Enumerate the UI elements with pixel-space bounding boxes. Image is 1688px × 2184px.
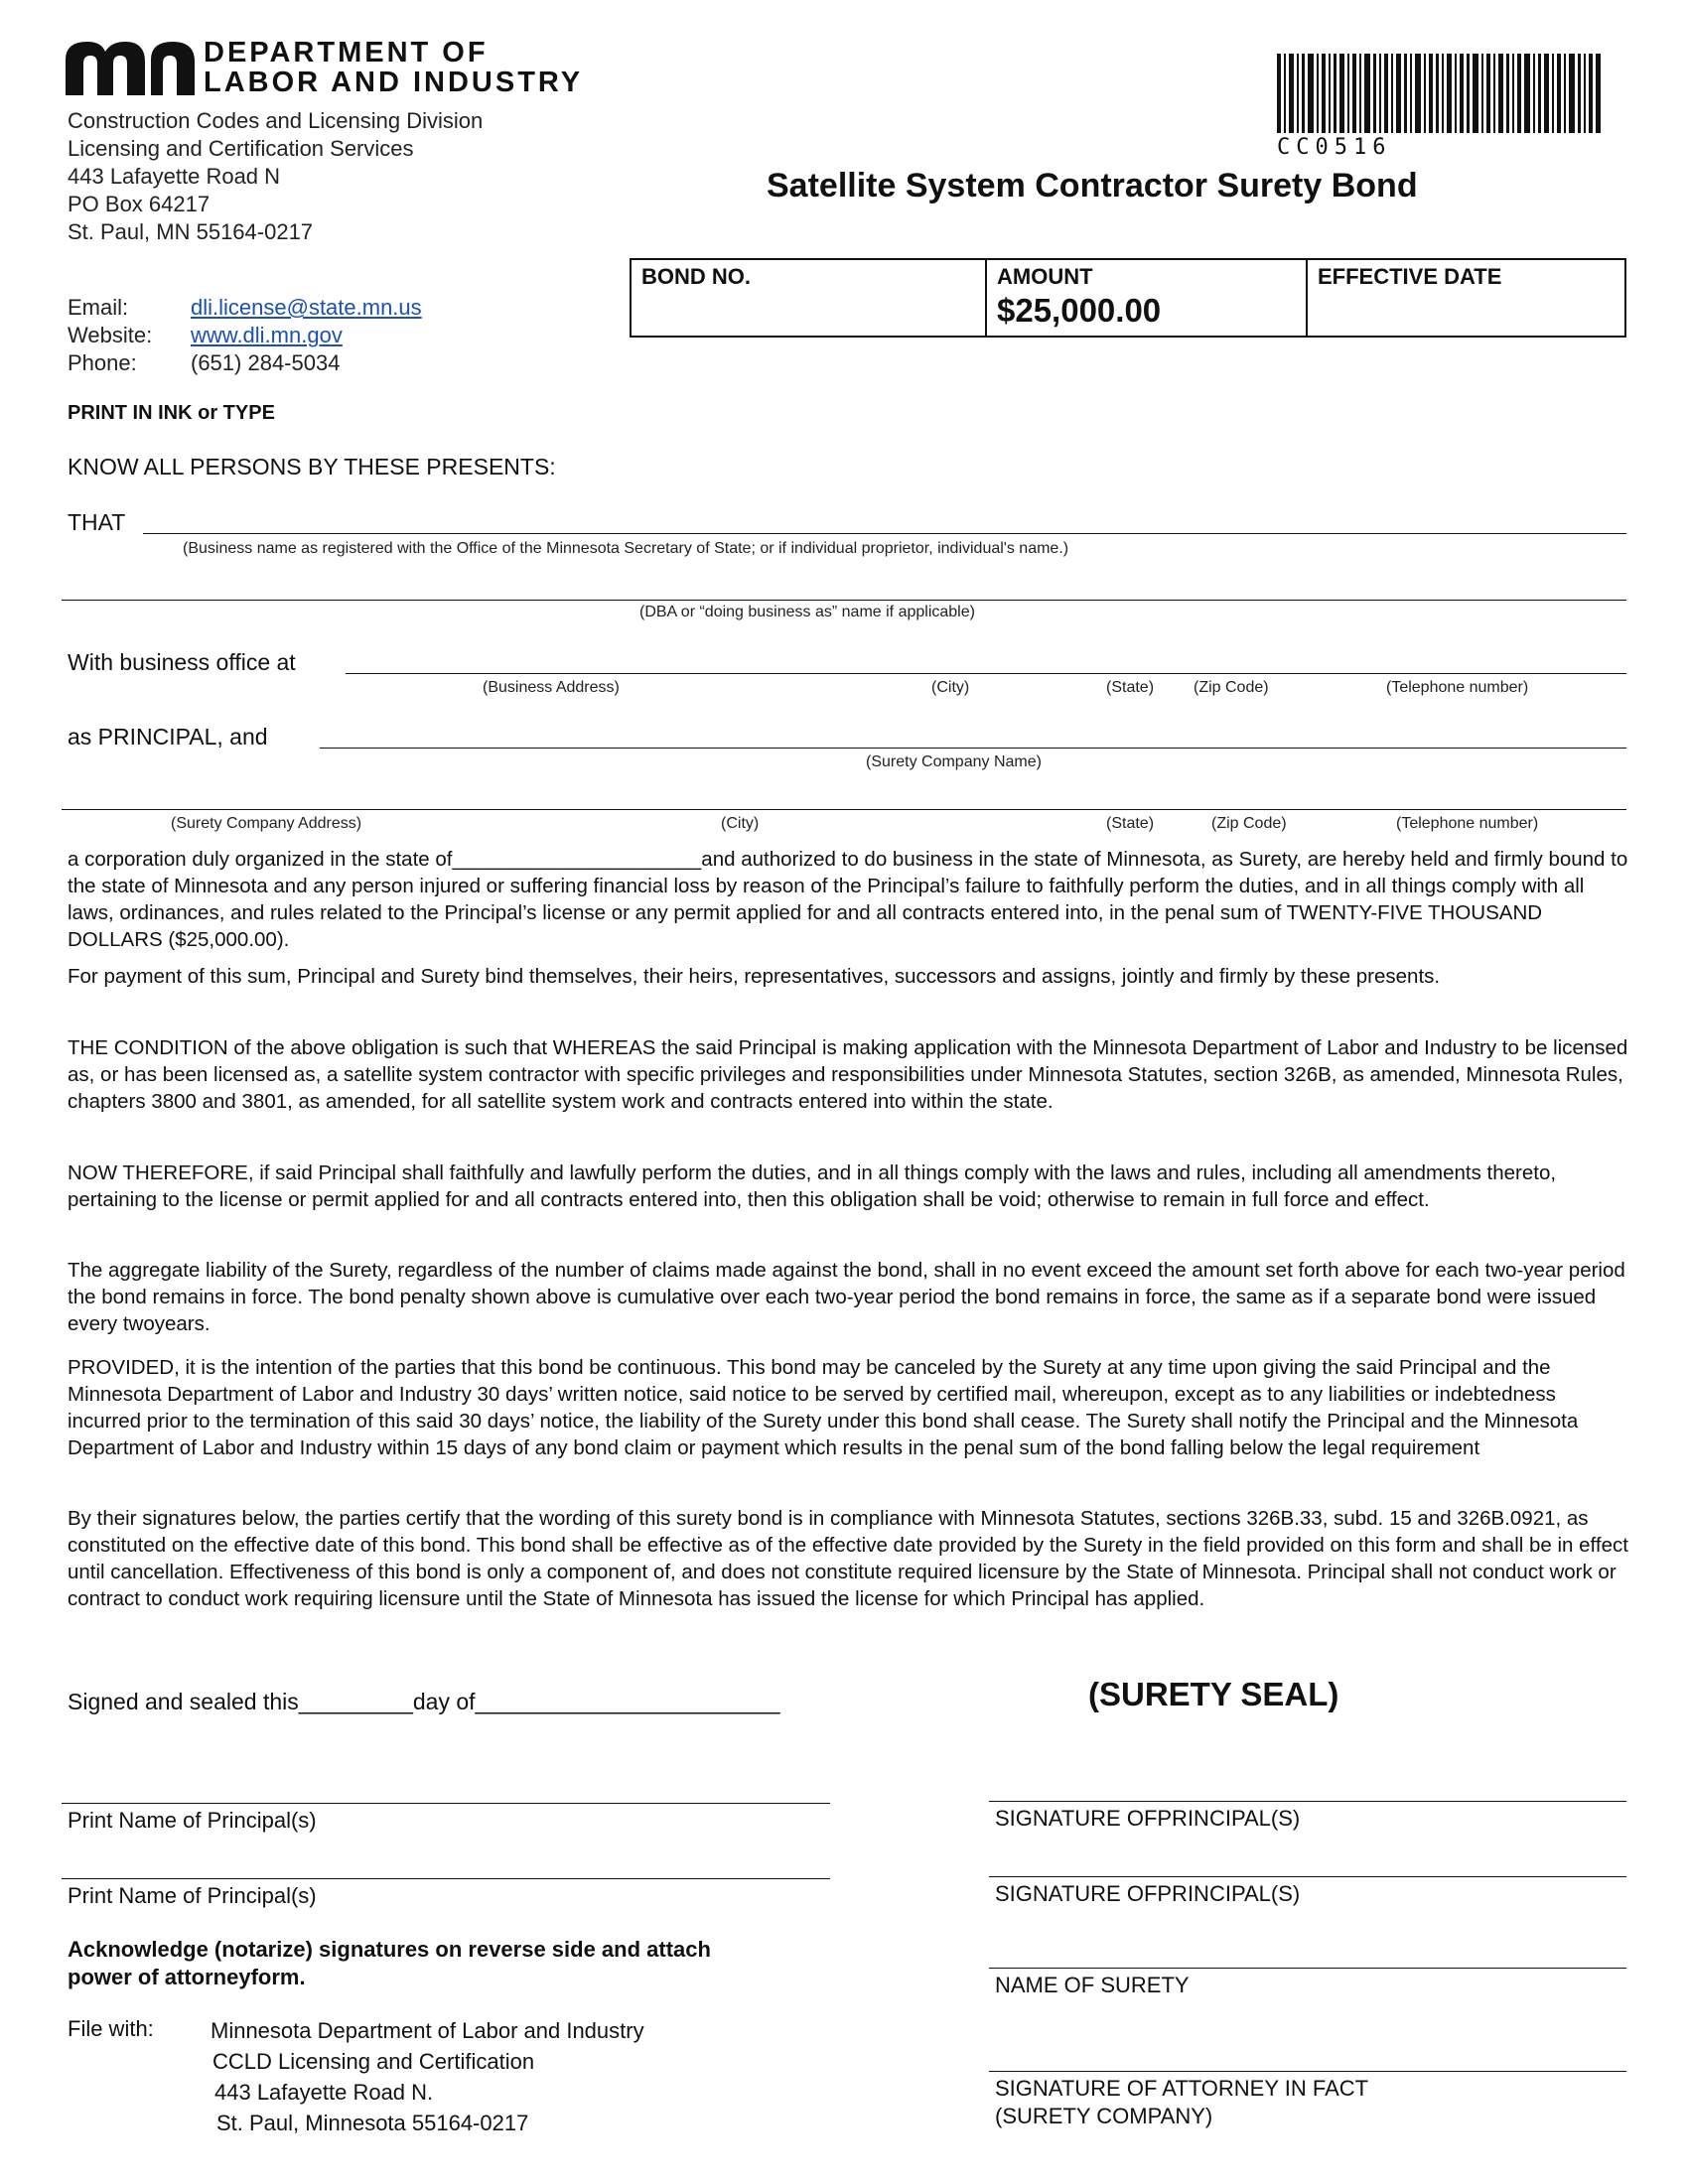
website-link[interactable]: www.dli.mn.gov [191,323,343,347]
print-name-1-label: Print Name of Principal(s) [68,1808,317,1833]
surety-zip-caption: (Zip Code) [1211,815,1287,832]
surety-name-field[interactable] [320,748,1626,749]
surety-name-caption: (Surety Company Name) [866,753,1042,770]
surety-address-caption: (Surety Company Address) [171,815,362,832]
business-address-field[interactable] [346,673,1626,674]
contact-info [68,294,422,377]
department-logo-text [204,38,583,97]
amount-value: $25,000.00 [997,292,1162,329]
business-name-caption: (Business name as registered with the Office of the Minnesota Secretary of State; or if individual proprietor, individual's name.) [183,540,1069,557]
paragraph-signatures: By their signatures below, the parties certify that the wording of this surety bond is in compliance with Minnesota Statutes, sections 326B.33, subd. 15 and 326B.0921, as constituted on the effective date of this bond. This bond shall be effective as of the effective date provided by the Surety in the field provided on this form and shall be in effect until cancellation. Effectiveness of this bond is only a component of, and does not constitute required licensure by the State of Minnesota. Principal shall not conduct work or contract to conduct work requiring licensure until the State of Minnesota has issued the license for which Principal has applied. [68,1507,1628,1610]
signature-principal-2-field[interactable] [989,1876,1626,1877]
file-with-address [211,2015,644,2138]
dba-field[interactable] [62,600,1626,601]
address-line: 443 Lafayette Road N [68,164,281,189]
business-city-caption: (City) [931,679,970,696]
paragraph-now-therefore: NOW THEREFORE, if said Principal shall faithfully and lawfully perform the duties, and in all things comply with the laws and rules, including all amendments thereto, pertaining to the license or permit applied for and all contracts entered into, then this obligation shall be void; otherwise to remain in full force and effect. [68,1161,1557,1211]
file-with-label: File with: [68,2016,154,2041]
page-title: Satellite System Contractor Surety Bond [767,167,1418,205]
effective-date-cell[interactable] [1308,260,1624,336]
business-name-field[interactable] [143,533,1626,534]
business-address-caption: (Business Address) [483,679,620,696]
paragraph-provided: PROVIDED, it is the intention of the parties that this bond be continuous. This bond may be canceled by the Surety at any time upon giving the said Principal and the Minnesota Department of Labor and Industry 30 days’ written notice, said notice to be served by certified mail, whereupon, except as to any liabilities or indebtedness incurred prior to the termination of this said 30 days’ notice, the liability of the Surety under this bond shall cease. The Surety shall notify the Principal and the Minnesota Department of Labor and Industry within 15 days of any bond claim or payment which results in the penal sum of the bond falling below the legal requirement [68,1356,1579,1459]
mn-logo-icon [66,38,195,95]
amount-label: AMOUNT [997,264,1093,289]
business-phone-caption: (Telephone number) [1386,679,1529,696]
p1-rest: and authorized to do business in the state of Minnesota, as Surety, are hereby held and firmly bound to the state of Minnesota and any person injured or suffering financial loss by reason of the Principal’s failure to faithfully perform the duties, and in all things comply with all laws, ordinances, and rules related to the Principal’s license or any permit applied for and all contracts entered into, in the penal sum of TWENTY-FIVE THOUSAND DOLLARS ($25,000.00). [68,848,1628,951]
print-instruction: PRINT IN INK or TYPE [68,402,275,424]
signed-sealed-line [68,1688,780,1715]
agency-address [68,107,483,246]
paragraph-aggregate-liability: The aggregate liability of the Surety, regardless of the number of claims made against the bond, shall in no event exceed the amount set forth above for each two-year period the bond remains in force. The bond penalty shown above is cumulative over each two-year period the bond remains in force, the same as if a separate bond were issued every twoyears. [68,1259,1625,1335]
know-all-heading: KNOW ALL PERSONS BY THESE PRESENTS: [68,454,556,479]
phone-label: Phone: [68,350,137,375]
business-office-label: With business office at [68,649,296,675]
signature-principal-1-field[interactable] [989,1801,1626,1802]
form-code: CC0516 [1277,135,1392,160]
file-with-line: CCLD Licensing and Certification [212,2049,535,2074]
signed-sealed-label: Signed and sealed this [68,1689,299,1714]
p1-start: a corporation duly organized in the state of [68,848,453,871]
signature-principal-2-label: SIGNATURE OFPRINCIPAL(S) [995,1881,1301,1906]
barcode-icon [1277,54,1601,133]
print-name-2-field[interactable] [62,1878,830,1879]
bond-no-cell[interactable] [632,260,987,336]
effective-date-label: EFFECTIVE DATE [1318,264,1502,289]
signed-day-field[interactable]: _________ [298,1689,413,1714]
name-of-surety-field[interactable] [989,1968,1626,1969]
website-label: Website: [68,323,153,347]
signature-principal-1-label: SIGNATURE OFPRINCIPAL(S) [995,1806,1301,1831]
name-of-surety-label: NAME OF SURETY [995,1973,1190,1997]
amount-cell [987,260,1308,336]
phone-number: (651) 284-5034 [191,350,341,375]
paragraph-payment: For payment of this sum, Principal and Surety bind themselves, their heirs, representatives, successors and assigns, jointly and firmly by these presents. [68,965,1441,988]
signed-month-field[interactable]: ________________________ [475,1689,780,1714]
paragraph-condition: THE CONDITION of the above obligation is such that WHEREAS the said Principal is making application with the Minnesota Department of Labor and Industry to be licensed as, or has been licensed as, a satellite system contractor with specific privileges and responsibilities under Minnesota Statutes, section 326B, as amended, Minnesota Rules, chapters 3800 and 3801, as amended, for all satellite system work and contracts entered into within the state. [68,1036,1628,1113]
file-with-line: St. Paul, Minnesota 55164-0217 [216,2111,529,2135]
surety-address-field[interactable] [62,809,1626,810]
signature-attorney-label [995,2075,1368,2130]
print-name-1-field[interactable] [62,1803,830,1804]
signature-attorney-line-2: (SURETY COMPANY) [995,2104,1213,2128]
email-label: Email: [68,295,129,320]
address-line: Construction Codes and Licensing Division [68,108,484,133]
day-of-label: day of [412,1689,476,1714]
print-name-2-label: Print Name of Principal(s) [68,1883,317,1908]
signature-attorney-line-1: SIGNATURE OF ATTORNEY IN FACT [995,2076,1369,2101]
paragraph-surety [68,846,1628,953]
business-zip-caption: (Zip Code) [1194,679,1269,696]
address-line: Licensing and Certification Services [68,136,414,161]
surety-state-caption: (State) [1106,815,1155,832]
logo-line-2: LABOR AND INDUSTRY [204,67,584,98]
state-of-organization-field[interactable]: ______________________ [452,848,702,871]
email-link[interactable]: dli.license@state.mn.us [191,295,422,320]
acknowledge-note [68,1936,711,1991]
acknowledge-line-1: Acknowledge (notarize) signatures on reverse side and attach [68,1937,711,1962]
surety-city-caption: (City) [721,815,760,832]
address-line: PO Box 64217 [68,192,211,216]
surety-seal: (SURETY SEAL) [1088,1676,1339,1712]
logo-line-1: DEPARTMENT OF [204,37,489,68]
file-with-line: 443 Lafayette Road N. [214,2080,434,2105]
signature-attorney-field[interactable] [989,2071,1626,2072]
acknowledge-line-2: power of attorneyform. [68,1965,306,1989]
that-label: THAT [68,509,126,535]
address-line: St. Paul, MN 55164-0217 [68,219,314,244]
surety-phone-caption: (Telephone number) [1396,815,1539,832]
bond-info-table [630,258,1626,338]
file-with-line: Minnesota Department of Labor and Industry [211,2018,644,2043]
bond-no-label: BOND NO. [641,264,751,289]
dba-caption: (DBA or “doing business as” name if applicable) [639,604,975,620]
principal-label: as PRINCIPAL, and [68,724,268,750]
business-state-caption: (State) [1106,679,1155,696]
